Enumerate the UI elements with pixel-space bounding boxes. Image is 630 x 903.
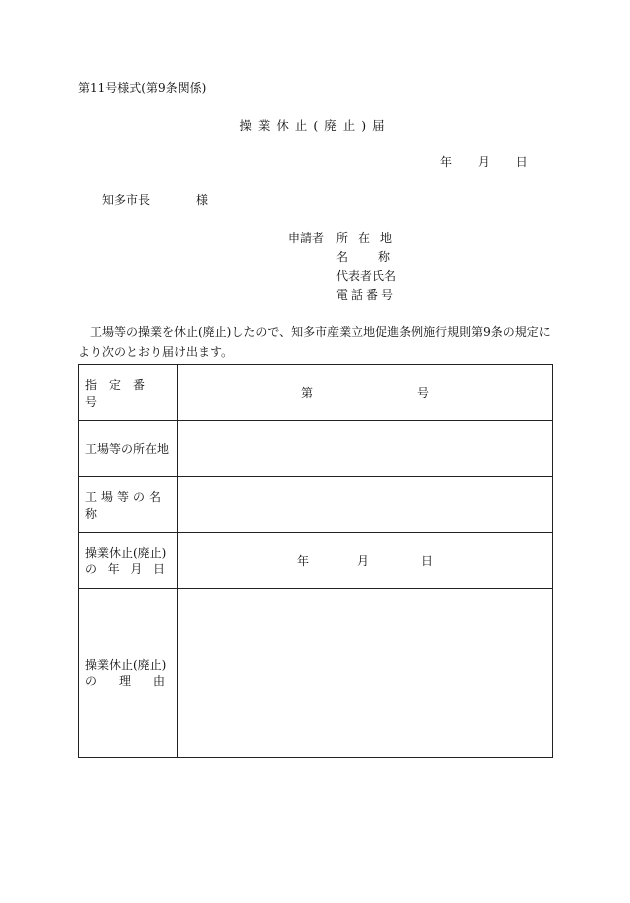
- table-row: [79, 421, 553, 477]
- reason-label-line2: [85, 673, 165, 689]
- table-row: [79, 365, 553, 421]
- designation-prefix: 第: [300, 386, 313, 400]
- reason-value-cell[interactable]: [178, 589, 553, 758]
- designation-label: 指定番号: [79, 365, 178, 421]
- reason-label: [79, 589, 178, 758]
- suspension-year: 年: [296, 554, 309, 568]
- label-char: 日: [152, 561, 165, 576]
- designation-number: [301, 384, 429, 401]
- label-char: の: [85, 561, 98, 576]
- factory-name-label: 工場等の名称: [79, 477, 178, 533]
- factory-name-value-cell[interactable]: [178, 477, 553, 533]
- suspension-date-ymd: [297, 552, 433, 569]
- reason-label-line1: 操業休止(廃止): [85, 658, 167, 672]
- applicant-representative-label: 代表者氏名: [336, 269, 397, 283]
- intro-text: 工場等の操業を休止(廃止)したので、知多市産業立地促進条例施行規則第9条の規定により次のとおり届け出ます。: [78, 325, 551, 359]
- document-title: 操業休止(廃止)届: [239, 118, 391, 133]
- header-date: [440, 155, 528, 169]
- suspension-date-label-line2: [85, 561, 165, 577]
- applicant-name-label: 名称: [336, 250, 421, 264]
- suspension-date-label-line1: 操業休止(廃止): [85, 545, 167, 560]
- label-char: の: [85, 674, 98, 688]
- form-number: 第11号様式(第9条関係): [78, 81, 207, 95]
- table-row: [79, 533, 553, 589]
- label-char: 理: [118, 674, 131, 688]
- applicant-address-label: 所在地: [336, 231, 403, 245]
- applicant-label: 申請者: [288, 231, 325, 245]
- suspension-day: 日: [421, 554, 434, 568]
- designation-value-cell[interactable]: [178, 365, 553, 421]
- notification-table: [78, 364, 553, 758]
- header-date-day: 日: [515, 155, 528, 169]
- label-char: 由: [152, 674, 165, 688]
- table-row: [79, 589, 553, 758]
- label-char: 年: [107, 561, 120, 576]
- label-char: 月: [130, 561, 143, 576]
- suspension-month: 月: [356, 554, 369, 568]
- addressee-name: 知多市長: [102, 193, 151, 207]
- header-date-month: 月: [477, 155, 490, 169]
- addressee-honorific: 様: [196, 193, 209, 207]
- header-date-year: 年: [440, 155, 453, 169]
- designation-suffix: 号: [417, 386, 430, 400]
- addressee: [102, 193, 208, 207]
- factory-location-value-cell[interactable]: [178, 421, 553, 477]
- suspension-date-value-cell[interactable]: [178, 533, 553, 589]
- applicant-phone-label: 電話番号: [336, 288, 397, 302]
- table-row: [79, 477, 553, 533]
- applicant-fields: [336, 231, 420, 307]
- suspension-date-label: [79, 533, 178, 589]
- factory-location-label: 工場等の所在地: [79, 421, 178, 477]
